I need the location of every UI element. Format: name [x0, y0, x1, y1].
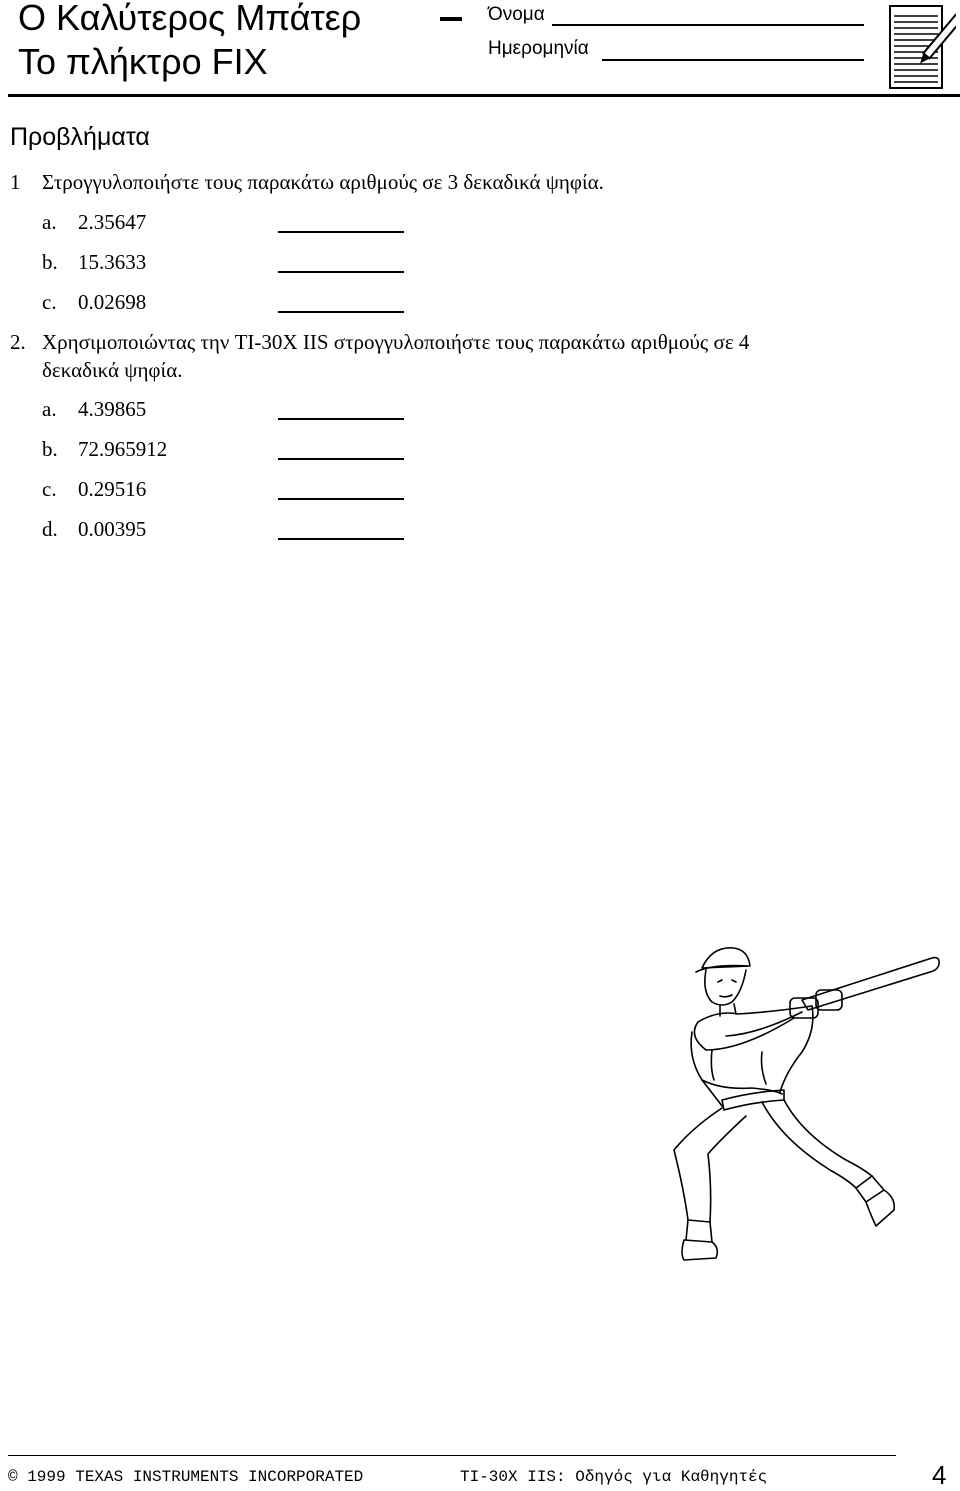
item-label: b. — [42, 437, 58, 461]
answer-blank[interactable] — [278, 231, 404, 233]
item-label: d. — [42, 517, 58, 541]
footer-copyright: © 1999 TEXAS INSTRUMENTS INCORPORATED — [8, 1468, 364, 1486]
problem-text: Στρογγυλοποιήστε τους παρακάτω αριθμούς σε 3 δεκαδικά ψηφία. — [42, 170, 604, 194]
problem-number: 2. — [10, 330, 26, 354]
date-label: Ημερομηνία — [488, 38, 589, 59]
item-value: 0.00395 — [78, 517, 147, 541]
item-label: a. — [42, 397, 57, 421]
item-value: 0.02698 — [78, 290, 147, 314]
footer-rule — [8, 1455, 896, 1456]
answer-blank[interactable] — [278, 498, 404, 500]
header-rule — [8, 94, 960, 97]
answer-blank[interactable] — [278, 271, 404, 273]
item-label: b. — [42, 250, 58, 274]
baseball-batter-icon — [662, 940, 958, 1276]
item-value: 0.29516 — [78, 477, 147, 501]
name-field-line[interactable] — [552, 24, 864, 26]
problem-text-line-2: δεκαδικά ψηφία. — [42, 358, 183, 382]
answer-blank[interactable] — [278, 538, 404, 540]
item-value: 4.39865 — [78, 397, 147, 421]
notebook-pencil-icon — [886, 2, 956, 92]
footer-guide-title: TI-30X IIS: Οδηγός για Καθηγητές — [460, 1468, 768, 1486]
answer-blank[interactable] — [278, 458, 404, 460]
section-heading: Προβλήματα — [10, 123, 150, 151]
title-line-1: Ο Καλύτερος Μπάτερ — [18, 0, 362, 38]
item-value: 15.3633 — [78, 250, 147, 274]
name-label: Όνομα — [488, 4, 545, 25]
page-number: 4 — [932, 1460, 947, 1490]
item-value: 72.965912 — [78, 437, 168, 461]
answer-blank[interactable] — [278, 418, 404, 420]
item-label: c. — [42, 290, 57, 314]
date-field-line[interactable] — [602, 59, 864, 61]
item-label: a. — [42, 210, 57, 234]
problem-number: 1 — [10, 170, 21, 194]
problem-text-line-1: Χρησιμοποιώντας την TI-30X IIS στρογγυλοποιήστε τους παρακάτω αριθμούς σε 4 — [42, 330, 750, 354]
item-value: 2.35647 — [78, 210, 147, 234]
item-label: c. — [42, 477, 57, 501]
answer-blank[interactable] — [278, 311, 404, 313]
title-line-2: Το πλήκτρο FIX — [18, 41, 268, 82]
title-dash — [440, 17, 462, 21]
